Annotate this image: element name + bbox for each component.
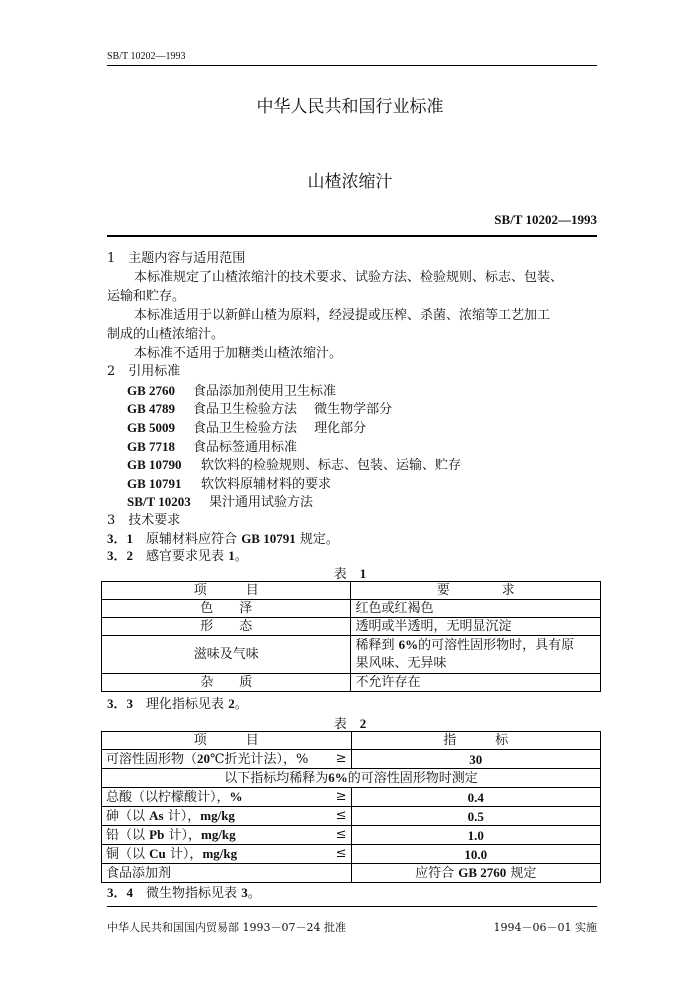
table-row — [102, 674, 601, 692]
section-1-para-1b: 运输和贮存。 — [107, 289, 186, 304]
reference-code: GB 10790 — [127, 457, 182, 472]
reference-code: GB 5009 — [127, 420, 176, 435]
reference-title: 食品卫生检验方法 微生物学部分 — [193, 402, 393, 417]
item-cell: 可溶性固形物（20℃折光计法），% ≥ — [102, 750, 352, 769]
requirement-cell: 稀释到 6%的可溶性固形物时，具有原 果风味、无异味 — [351, 636, 601, 674]
reference-title: 食品添加剂使用卫生标准 — [193, 384, 337, 399]
reference-title: 软饮料的检验规则、标志、包装、运输、贮存 — [201, 458, 462, 473]
reference-code: SB/T 10203 — [127, 494, 191, 509]
table-2-caption: 表 2 — [333, 716, 367, 732]
item-cell: 铅（以 Pb 计），mg/kg ≤ — [102, 826, 352, 845]
table-row — [102, 807, 601, 826]
item-cell: 食品添加剂 — [102, 864, 352, 883]
table-row — [102, 750, 601, 769]
item-cell: 杂 质 — [102, 674, 351, 692]
running-header: SB/T 10202—1993 — [107, 51, 186, 62]
reference-item — [127, 399, 392, 419]
requirement-cell: 不允许存在 — [351, 674, 601, 692]
table-1-caption: 表 1 — [333, 566, 367, 582]
section-3-heading: 3 技术要求 — [107, 513, 181, 528]
standard-name-title: 山楂浓缩汁 — [307, 172, 393, 192]
column-header-item: 项 目 — [102, 732, 352, 750]
footer-rule — [107, 906, 597, 907]
section-1-para-3: 本标准不适用于加糖类山楂浓缩汁。 — [134, 346, 343, 361]
requirement-cell: 红色或红褐色 — [351, 600, 601, 618]
clause-3-3: 3．3 理化指标见表 2。 — [107, 696, 248, 712]
reference-item — [127, 474, 331, 494]
section-1-para-2b: 制成的山楂浓缩汁。 — [107, 327, 225, 342]
table-row — [102, 600, 601, 618]
table-span-row — [102, 769, 601, 788]
item-cell: 铜（以 Cu 计），mg/kg ≤ — [102, 845, 352, 864]
standard-category-title: 中华人民共和国行业标准 — [256, 97, 444, 117]
section-1-para-2a: 本标准适用于以新鲜山楂为原料，经浸提或压榨、杀菌、浓缩等工艺加工 — [134, 308, 551, 323]
reference-item — [127, 492, 313, 512]
title-rule — [107, 235, 597, 237]
note-cell: 以下指标均稀释为6%的可溶性固形物时测定 — [102, 769, 601, 788]
column-header-requirement: 要 求 — [351, 582, 601, 600]
reference-item — [127, 381, 336, 401]
section-1-para-1a: 本标准规定了山楂浓缩汁的技术要求、试验方法、检验规则、标志、包装、 — [134, 270, 564, 285]
standard-number: SB/T 10202—1993 — [494, 212, 597, 227]
column-header-indicator: 指 标 — [351, 732, 601, 750]
value-cell: 应符合 GB 2760 规定 — [351, 864, 601, 883]
clause-3-2: 3．2 感官要求见表 1。 — [107, 548, 248, 564]
approval-date: 中华人民共和国国内贸易部 1993－07－24 批准 — [107, 921, 346, 934]
table-row — [102, 788, 601, 807]
item-cell: 色 泽 — [102, 600, 351, 618]
reference-title: 果汁通用试验方法 — [209, 495, 314, 510]
value-cell: 30 — [351, 750, 601, 769]
table-row — [102, 618, 601, 636]
reference-item — [127, 455, 461, 475]
item-cell: 总酸（以柠檬酸计），% ≥ — [102, 788, 352, 807]
table-row — [102, 864, 601, 883]
table-row — [102, 636, 601, 674]
reference-code: GB 2760 — [127, 383, 176, 398]
reference-title: 软饮料原辅材料的要求 — [201, 477, 332, 492]
section-2-heading: 2 引用标准 — [107, 364, 181, 379]
clause-3-4: 3．4 微生物指标见表 3。 — [107, 885, 261, 901]
reference-title: 食品标签通用标准 — [193, 440, 298, 455]
table-header-row — [102, 732, 601, 750]
column-header-item: 项 目 — [102, 582, 351, 600]
reference-code: GB 7718 — [127, 439, 176, 454]
value-cell: 0.5 — [351, 807, 601, 826]
reference-item — [127, 437, 297, 457]
header-rule — [107, 65, 597, 66]
table-row — [102, 826, 601, 845]
section-1-heading: 1 主题内容与适用范围 — [107, 251, 246, 266]
clause-3-1: 3．1 原辅材料应符合 GB 10791 规定。 — [107, 531, 339, 547]
reference-code: GB 10791 — [127, 476, 182, 491]
table-header-row — [102, 582, 601, 600]
implementation-date: 1994－06－01 实施 — [493, 921, 597, 934]
item-cell: 滋味及气味 — [102, 636, 351, 674]
value-cell: 1.0 — [351, 826, 601, 845]
reference-item — [127, 418, 366, 438]
physicochemical-indicators-table — [101, 731, 601, 883]
item-cell: 形 态 — [102, 618, 351, 636]
requirement-cell: 透明或半透明，无明显沉淀 — [351, 618, 601, 636]
sensory-requirements-table — [101, 581, 601, 692]
value-cell: 10.0 — [351, 845, 601, 864]
value-cell: 0.4 — [351, 788, 601, 807]
table-row — [102, 845, 601, 864]
reference-code: GB 4789 — [127, 401, 176, 416]
reference-title: 食品卫生检验方法 理化部分 — [193, 421, 367, 436]
item-cell: 砷（以 As 计），mg/kg ≤ — [102, 807, 352, 826]
